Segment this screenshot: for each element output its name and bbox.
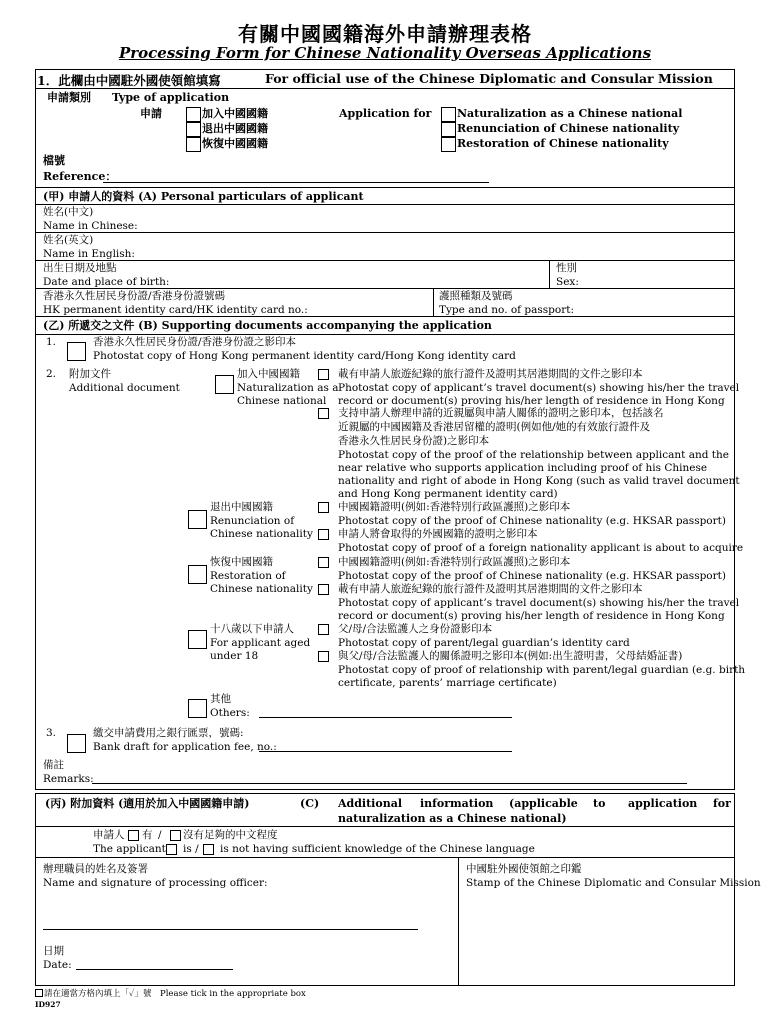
- sex-label-en: Sex:: [556, 276, 579, 288]
- stamp-label-en: Stamp of the Chinese Diplomatic and Consular Mission: [466, 877, 761, 889]
- hkid-label-cn: 香港永久性居民身份證/香港身份證號碼: [43, 290, 226, 302]
- officer-label-cn: 辦理職員的姓名及簽署: [43, 863, 148, 875]
- officer-signature-field[interactable]: [43, 929, 418, 930]
- res-doc-line: 載有申請人旅遊紀錄的旅行證件及證明其居港期間的文件之影印本: [338, 583, 643, 595]
- divider: [35, 187, 735, 188]
- ren-nationality-proof-checkbox[interactable]: [318, 502, 329, 513]
- naturalization-label-en-1: Naturalization as a: [237, 382, 339, 394]
- u18-doc-line: 與父/母/合法監護人的關係證明之影印本(例如:出生證明書，父母結婚証書): [338, 650, 683, 662]
- renunciation-checkbox-en[interactable]: [441, 122, 456, 137]
- item2-number: 2.: [46, 368, 57, 380]
- form-title-english: Processing Form for Chinese Nationality Overseas Applications: [118, 44, 652, 62]
- item1-number: 1.: [46, 336, 57, 348]
- res-doc-line: 中國國籍證明(例如:香港特別行政區護照)之影印本: [338, 556, 571, 568]
- nat-doc-line: record or document(s) proving his/her length of residence in Hong Kong: [338, 395, 725, 407]
- form-title-chinese: 有關中國國籍海外申請辦理表格: [238, 22, 532, 46]
- section-c-heading-en: (C): [300, 797, 320, 810]
- name-chinese-label-cn: 姓名(中文): [43, 206, 94, 218]
- nat-doc-line: Photostat copy of the proof of the relationship between applicant and the: [338, 449, 729, 461]
- stamp-label-cn: 中國駐外國使領館之印鑑: [466, 863, 582, 875]
- name-chinese-label-en: Name in Chinese:: [43, 220, 138, 232]
- renunciation-label-en-2: Chinese nationality: [210, 528, 313, 540]
- ren-doc-line: 中國國籍證明(例如:香港特別行政區護照)之影印本: [338, 501, 571, 513]
- has-knowledge-checkbox-cn[interactable]: [128, 830, 139, 841]
- section-c-heading-en-line2: naturalization as a Chinese national): [338, 812, 567, 825]
- nat-doc-line: 香港永久性居民身份證)之影印本: [338, 435, 490, 447]
- dob-field[interactable]: [35, 288, 735, 289]
- nat-doc-line: 載有申請人旅遊紀錄的旅行證件及證明其居港期間的文件之影印本: [338, 368, 643, 380]
- others-label-cn: 其他: [210, 693, 231, 705]
- name-english-label-cn: 姓名(英文): [43, 234, 94, 246]
- divider: [35, 334, 735, 335]
- nat-doc-line: 支持申請人辦理申請的近親屬與申請人關係的證明之影印本，包括該名: [338, 407, 664, 419]
- section-c-heading-cn: (丙) 附加資料 (適用於加入中國國籍申請): [45, 797, 250, 810]
- section-c-heading-en: (applicable: [509, 797, 578, 810]
- restoration-label-cn: 恢復中國國籍: [210, 556, 273, 568]
- option-naturalization-cn: 加入中國國籍: [202, 107, 268, 120]
- date-label-cn: 日期: [43, 945, 64, 957]
- apply-label-cn: 申請: [140, 107, 162, 120]
- ren-doc-line: Photostat copy of proof of a foreign nationality applicant is about to acquire: [338, 542, 744, 554]
- nat-doc-line: near relative who supports application including proof of his Chinese: [338, 462, 708, 474]
- hkid-label-en: HK permanent identity card/HK identity card no.:: [43, 304, 308, 316]
- u18-doc-line: certificate, parents’ marriage certificate): [338, 677, 557, 689]
- name-chinese-field[interactable]: [35, 232, 735, 233]
- applicant-label-cn: 申請人: [93, 829, 125, 841]
- others-label-en: Others:: [210, 707, 250, 719]
- hkid-copy-checkbox[interactable]: [67, 342, 86, 361]
- date-field[interactable]: [76, 969, 233, 970]
- nat-doc-line: nationality and right of abode in Hong Kong (such as valid travel document: [338, 475, 740, 487]
- section1-heading-en: For official use of the Chinese Diplomatic and Consular Mission: [265, 71, 713, 86]
- restoration-checkbox-cn[interactable]: [186, 137, 201, 152]
- restoration-label-en-2: Chinese nationality: [210, 583, 313, 595]
- application-type-label-cn: 申請類別: [47, 91, 91, 104]
- res-travel-doc-checkbox[interactable]: [318, 584, 329, 595]
- naturalization-docs-checkbox[interactable]: [215, 375, 234, 394]
- section-c-heading-en: information: [420, 797, 494, 810]
- has-knowledge-checkbox-en[interactable]: [166, 844, 177, 855]
- restoration-label-en-1: Restoration of: [210, 570, 286, 582]
- name-english-field[interactable]: [35, 260, 735, 261]
- restoration-checkbox-en[interactable]: [441, 137, 456, 152]
- under18-label-cn: 十八歲以下申請人: [210, 623, 294, 635]
- divider: [458, 857, 459, 986]
- passport-label-cn: 護照種類及號碼: [439, 290, 513, 302]
- reference-label-cn: 檔號: [43, 154, 65, 167]
- naturalization-label-cn: 加入中國國籍: [237, 368, 300, 380]
- renunciation-docs-checkbox[interactable]: [188, 510, 207, 529]
- naturalization-checkbox-cn[interactable]: [186, 107, 201, 122]
- tick-note-box-icon: [35, 989, 43, 997]
- divider: [35, 826, 735, 827]
- dob-label-en: Date and place of birth:: [43, 276, 170, 288]
- has-label-cn: 有: [142, 829, 153, 841]
- item3-label-cn: 繳交申請費用之銀行匯票，號碼:: [93, 727, 244, 739]
- slash-separator: /: [158, 829, 162, 841]
- tick-instruction: 請在適當方格內填上「✓」號 Please tick in the appropriate box: [44, 989, 306, 999]
- option-naturalization-en: Naturalization as a Chinese national: [457, 107, 683, 120]
- divider: [35, 857, 735, 858]
- form-number: ID927: [35, 1000, 61, 1009]
- item3-label-en: Bank draft for application fee, no.:: [93, 741, 277, 753]
- officer-label-en: Name and signature of processing officer:: [43, 877, 268, 889]
- section-c-heading-en: to: [593, 797, 606, 810]
- remarks-field[interactable]: [92, 783, 687, 784]
- ren-doc-line: Photostat copy of the proof of Chinese nationality (e.g. HKSAR passport): [338, 515, 726, 527]
- naturalization-label-en-2: Chinese national: [237, 395, 327, 407]
- u18-doc-line: Photostat copy of proof of relationship with parent/legal guardian (e.g. birth: [338, 664, 746, 676]
- item2-label-en: Additional document: [69, 382, 180, 394]
- nat-doc-line: Photostat copy of applicant’s travel document(s) showing his/her the travel: [338, 382, 740, 394]
- item1-label-en: Photostat copy of Hong Kong permanent identity card/Hong Kong identity card: [93, 350, 516, 362]
- u18-parent-id-checkbox[interactable]: [318, 624, 329, 635]
- res-nationality-proof-checkbox[interactable]: [318, 557, 329, 568]
- renunciation-label-cn: 退出中國國籍: [210, 501, 273, 513]
- nat-doc-line: 近親屬的中國國籍及香港居留權的證明(例如他/她的有效旅行證件及: [338, 421, 651, 433]
- no-knowledge-label-cn: 沒有足夠的中文程度: [183, 829, 278, 841]
- nat-travel-doc-checkbox[interactable]: [318, 369, 329, 380]
- section-c-heading-en: application: [628, 797, 698, 810]
- bank-draft-number-field[interactable]: [259, 751, 512, 752]
- is-label-en: is /: [183, 843, 199, 855]
- option-restoration-cn: 恢復中國國籍: [202, 137, 268, 150]
- res-doc-line: record or document(s) proving his/her length of residence in Hong Kong: [338, 610, 725, 622]
- option-renunciation-en: Renunciation of Chinese nationality: [457, 122, 680, 135]
- applicant-label-en: The applicant: [93, 843, 166, 855]
- option-renunciation-cn: 退出中國國籍: [202, 122, 268, 135]
- no-knowledge-checkbox-cn[interactable]: [170, 830, 181, 841]
- ren-foreign-nationality-checkbox[interactable]: [318, 529, 329, 540]
- hkid-field[interactable]: [35, 316, 735, 317]
- reference-label-en: Reference：: [43, 170, 117, 183]
- sex-label-cn: 性別: [556, 262, 577, 274]
- item2-label-cn: 附加文件: [69, 368, 111, 380]
- remarks-label-cn: 備註: [43, 759, 64, 771]
- u18-doc-line: 父/母/合法監護人之身份證影印本: [338, 623, 493, 635]
- under18-label-en-1: For applicant aged: [210, 637, 311, 649]
- naturalization-checkbox-en[interactable]: [441, 107, 456, 122]
- u18-doc-line: Photostat copy of parent/legal guardian’s identity card: [338, 637, 630, 649]
- ren-doc-line: 申請人將會取得的外國國籍的證明之影印本: [338, 528, 538, 540]
- section-a-heading: (甲) 申請人的資料 (A) Personal particulars of applicant: [43, 190, 364, 203]
- no-knowledge-checkbox-en[interactable]: [203, 844, 214, 855]
- restoration-docs-checkbox[interactable]: [188, 565, 207, 584]
- others-checkbox[interactable]: [188, 699, 207, 718]
- res-doc-line: Photostat copy of applicant’s travel document(s) showing his/her the travel: [338, 597, 740, 609]
- item1-label-cn: 香港永久性居民身份證/香港身份證之影印本: [93, 336, 297, 348]
- section1-heading-cn: 1．此欄由中國駐外國使領館填寫: [37, 73, 221, 88]
- res-doc-line: Photostat copy of the proof of Chinese nationality (e.g. HKSAR passport): [338, 570, 726, 582]
- name-english-label-en: Name in English:: [43, 248, 135, 260]
- dob-label-cn: 出生日期及地點: [43, 262, 117, 274]
- section-c-heading-en: Additional: [338, 797, 402, 810]
- application-for-label: Application for: [339, 107, 432, 120]
- section-b-heading: (乙) 所遞交之文件 (B) Supporting documents accompanying the application: [43, 319, 492, 332]
- under18-label-en-2: under 18: [210, 650, 259, 662]
- u18-relationship-checkbox[interactable]: [318, 651, 329, 662]
- nat-relationship-checkbox[interactable]: [318, 408, 329, 419]
- passport-label-en: Type and no. of passport:: [439, 304, 574, 316]
- section-c-heading-en: for: [713, 797, 731, 810]
- divider: [433, 288, 434, 316]
- remarks-label-en: Remarks:: [43, 773, 94, 785]
- under18-docs-checkbox[interactable]: [188, 630, 207, 649]
- is-not-label-en: is not having sufficient knowledge of the Chinese language: [220, 843, 535, 855]
- application-type-label-en: Type of application: [112, 91, 230, 104]
- nat-doc-line: and Hong Kong permanent identity card): [338, 488, 558, 500]
- reference-field[interactable]: [103, 182, 489, 183]
- renunciation-label-en-1: Renunciation of: [210, 515, 295, 527]
- divider: [35, 204, 735, 205]
- divider: [549, 260, 550, 288]
- renunciation-checkbox-cn[interactable]: [186, 122, 201, 137]
- item3-number: 3.: [46, 727, 57, 739]
- option-restoration-en: Restoration of Chinese nationality: [457, 137, 669, 150]
- others-field[interactable]: [259, 717, 512, 718]
- bank-draft-checkbox[interactable]: [67, 734, 86, 753]
- date-label-en: Date:: [43, 959, 72, 971]
